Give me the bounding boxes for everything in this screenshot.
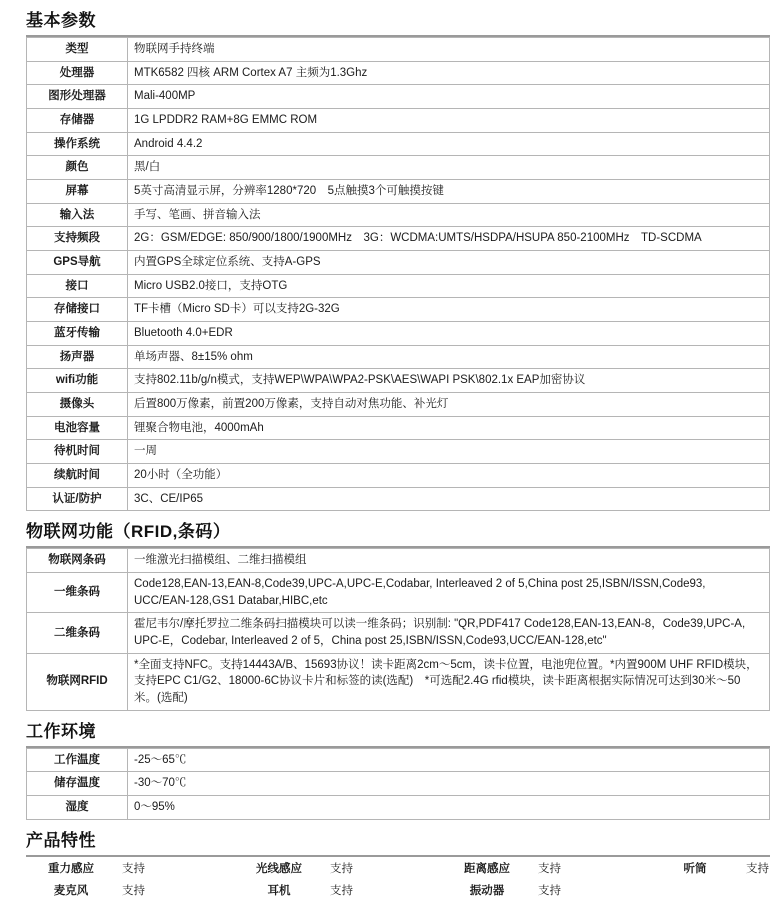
row-value: 5英寸高清显示屏，分辨率1280*720 5点触摸3个可触摸按键 xyxy=(128,180,770,204)
table-row xyxy=(27,85,770,109)
table-row xyxy=(27,227,770,251)
row-value: Android 4.4.2 xyxy=(128,132,770,156)
feature-key: 麦克风 xyxy=(53,884,89,897)
iot-table xyxy=(26,548,770,710)
environment-table xyxy=(26,748,770,820)
row-key: 图形处理器 xyxy=(27,85,128,109)
section-title-iot: 物联网功能（RFID,条码） xyxy=(26,522,231,542)
row-key: 颜色 xyxy=(27,156,128,180)
table-row xyxy=(27,203,770,227)
row-value: 手写、笔画、拼音输入法 xyxy=(128,203,770,227)
row-value: 后置800万像素，前置200万像素，支持自动对焦功能、补光灯 xyxy=(128,393,770,417)
table-row xyxy=(27,322,770,346)
table-row xyxy=(27,573,770,613)
section-title-features: 产品特性 xyxy=(26,830,96,850)
feature-value: 支持 xyxy=(122,884,145,897)
features-row xyxy=(26,879,780,901)
row-value: 霍尼韦尔/摩托罗拉二维条码扫描模块可以读一维条码；识别制: "QR,PDF417 Code128,EAN-13,EAN-8，Code39,UPC-A, UPC-E，Codebar, Interleaved 2 of 5，China post 25,ISBN/ISSN,Code93,UCC/EAN-128,etc" xyxy=(128,613,770,653)
feature-key xyxy=(650,879,740,901)
row-key: 摄像头 xyxy=(27,393,128,417)
table-row xyxy=(27,464,770,488)
row-key: 蓝牙传输 xyxy=(27,322,128,346)
table-row xyxy=(27,180,770,204)
row-key: 接口 xyxy=(27,274,128,298)
row-key: 扬声器 xyxy=(27,345,128,369)
row-value: 0～95% xyxy=(128,796,770,820)
feature-value: 支持 xyxy=(538,884,561,897)
section-product-features xyxy=(0,826,780,901)
table-row xyxy=(27,61,770,85)
features-row xyxy=(26,857,780,879)
row-value: 单场声器、8±15% ohm xyxy=(128,345,770,369)
basic-params-table xyxy=(26,37,770,511)
row-key: 一维条码 xyxy=(27,573,128,613)
row-value: -25～65℃ xyxy=(128,748,770,772)
row-key: 续航时间 xyxy=(27,464,128,488)
feature-value: 支持 xyxy=(122,862,145,875)
row-value: 一维激光扫描模组、二维扫描模组 xyxy=(128,549,770,573)
table-row xyxy=(27,748,770,772)
table-row xyxy=(27,613,770,653)
table-row xyxy=(27,549,770,573)
row-key: 湿度 xyxy=(27,796,128,820)
row-key: 类型 xyxy=(27,38,128,62)
feature-key: 距离感应 xyxy=(464,862,510,875)
table-row xyxy=(27,440,770,464)
table-row xyxy=(27,156,770,180)
feature-key: 光线感应 xyxy=(256,862,302,875)
row-key: 认证/防护 xyxy=(27,487,128,511)
section-title-environment: 工作环境 xyxy=(26,721,96,741)
row-value: 3C、CE/IP65 xyxy=(128,487,770,511)
row-key: 存储器 xyxy=(27,109,128,133)
row-key: 操作系统 xyxy=(27,132,128,156)
table-row xyxy=(27,369,770,393)
row-value: 黑/白 xyxy=(128,156,770,180)
row-key: 输入法 xyxy=(27,203,128,227)
row-key: 物联网RFID xyxy=(27,653,128,710)
row-value: 物联网手持终端 xyxy=(128,38,770,62)
table-row xyxy=(27,772,770,796)
feature-value: 支持 xyxy=(538,862,561,875)
table-row xyxy=(27,109,770,133)
table-row xyxy=(27,653,770,710)
row-key: 屏幕 xyxy=(27,180,128,204)
row-key: 电池容量 xyxy=(27,416,128,440)
section-basic-params xyxy=(0,6,780,511)
table-row xyxy=(27,38,770,62)
row-value: Code128,EAN-13,EAN-8,Code39,UPC-A,UPC-E,Codabar, Interleaved 2 of 5,China post 25,ISBN/ISSN,Code93, UCC/EAN-128,GS1 Databar,HIBC,etc xyxy=(128,573,770,613)
row-value: 内置GPS全球定位系统、支持A-GPS xyxy=(128,251,770,275)
row-key: 工作温度 xyxy=(27,748,128,772)
table-row xyxy=(27,298,770,322)
row-value: Micro USB2.0接口，支持OTG xyxy=(128,274,770,298)
section-title-basic: 基本参数 xyxy=(26,11,96,30)
features-table xyxy=(26,857,780,901)
table-row xyxy=(27,251,770,275)
table-row xyxy=(27,416,770,440)
feature-value: 支持 xyxy=(746,862,769,875)
table-row xyxy=(27,796,770,820)
row-value: TF卡槽（Micro SD卡）可以支持2G-32G xyxy=(128,298,770,322)
row-value: *全面支持NFC。支持14443A/B、15693协议！读卡距离2cm～5cm，读卡位置，电池兜位置。*内置900M UHF RFID模块，支持EPC C1/G2、18000-6C协议卡片和标签的读(选配) *可选配2.4G rfid模块，读卡距离根据实际情况可达到30米～50米。(选配) xyxy=(128,653,770,710)
feature-key: 振动器 xyxy=(469,884,505,897)
table-row xyxy=(27,132,770,156)
row-key: 储存温度 xyxy=(27,772,128,796)
row-value: 锂聚合物电池，4000mAh xyxy=(128,416,770,440)
feature-value: 支持 xyxy=(330,862,353,875)
row-value: -30～70℃ xyxy=(128,772,770,796)
row-value: 支持802.11b/g/n模式，支持WEP\WPA\WPA2-PSK\AES\WAPI PSK\802.1x EAP加密协议 xyxy=(128,369,770,393)
row-value: 2G：GSM/EDGE: 850/900/1800/1900MHz 3G：WCDMA:UMTS/HSDPA/HSUPA 850-2100MHz TD-SCDMA xyxy=(128,227,770,251)
spec-sheet xyxy=(0,6,780,901)
row-value: 1G LPDDR2 RAM+8G EMMC ROM xyxy=(128,109,770,133)
feature-key: 听筒 xyxy=(683,862,707,875)
row-value: Mali-400MP xyxy=(128,85,770,109)
feature-key: 重力感应 xyxy=(48,862,94,875)
feature-key: 耳机 xyxy=(267,884,291,897)
row-value: 一周 xyxy=(128,440,770,464)
table-row xyxy=(27,393,770,417)
row-key: wifi功能 xyxy=(27,369,128,393)
row-key: GPS导航 xyxy=(27,251,128,275)
table-row xyxy=(27,487,770,511)
feature-value: 支持 xyxy=(330,884,353,897)
row-key: 处理器 xyxy=(27,61,128,85)
section-iot-functions xyxy=(0,517,780,710)
row-value: 20小时（全功能） xyxy=(128,464,770,488)
row-key: 支持频段 xyxy=(27,227,128,251)
table-row xyxy=(27,274,770,298)
row-key: 二维条码 xyxy=(27,613,128,653)
row-value: MTK6582 四核 ARM Cortex A7 主频为1.3Ghz xyxy=(128,61,770,85)
feature-value xyxy=(740,879,780,901)
table-row xyxy=(27,345,770,369)
row-key: 待机时间 xyxy=(27,440,128,464)
row-key: 存储接口 xyxy=(27,298,128,322)
section-working-environment xyxy=(0,717,780,820)
row-key: 物联网条码 xyxy=(27,549,128,573)
row-value: Bluetooth 4.0+EDR xyxy=(128,322,770,346)
